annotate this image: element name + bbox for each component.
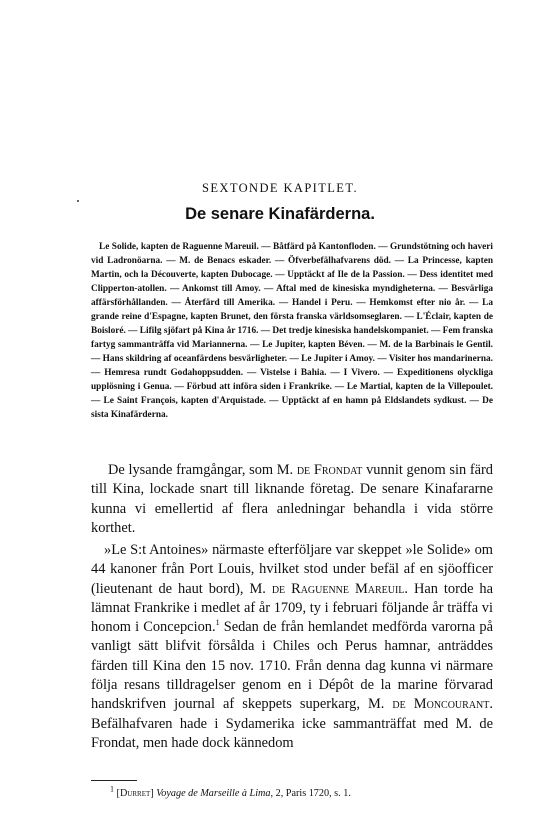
- paragraph-2: [91, 541, 493, 753]
- name-de-raguenne-mareuil: de Raguenne Mareuil: [271, 580, 405, 597]
- footnote-reference: 1: [215, 618, 220, 628]
- paragraph-1: [91, 461, 493, 538]
- chapter-summary: Le Solide, kapten de Raguenne Mareuil. — Båtfärd på Kantonfloden. — Grundstötning och haveri vid Ladronöarna. — M. de Benacs eskader. — Öfverbefälhafvarens död. — La Princesse, kapten Martin, och la Découverte, kapten Dubocage. — Upptäckt af Ile de la Passion. — Dess identitet med Clipperton-atollen. — Ankomst till Amoy. — Aftal med de kinesiska myndigheterna. — Besvärliga affärsförhållanden. — Återfärd till Amerika. — Handel i Peru. — Hemkomst efter nio år. — La grande reine d'Espagne, kapten Brunet, den första franska världsomseglaren. — L'Éclair, kapten de Boisloré. — Lifilg sjöfart på Kina år 1716. — Det tredje kinesiska handelskompaniet. — Fem franska fartyg sammanträffa vid Mariannerna. — Le Jupiter, kapten Béven. — M. de la Barbinais le Gentil. — Hans skildring af oceanfärdens besvärligheter. — Le Jupiter i Amoy. — Visiter hos mandarinerna. — Hemresa rundt Godahoppsudden. — Vistelse i Bahia. — I Vivero. — Expeditionens olyckliga upplösning i Genua. — Förbud att införa siden i Frankrike. — Le Martial, kapten de la Villepoulet. — Le Saint François, kapten d'Arquistade. — Upptäckt af en hamn på Eldslandets sydkust. — De sista Kinafärderna.: [91, 242, 494, 420]
- paragraph-2-text-d: . Befälhafvaren hade i Sydamerika icke sammanträffat med M. de Frondat, men hade dock kännedom: [91, 696, 493, 751]
- paragraph-1-text-a: De lysande framgångar, som M.: [108, 462, 297, 478]
- name-de-frondat: de Frondat: [296, 462, 363, 478]
- name-de-moncourant: de Moncourant: [392, 696, 490, 713]
- paragraph-2-text-c: Sedan de från hemlandet medförda varorna på vanligt sätt blifvit försålda i Chiles och Perus hamnar, anträddes färden till Kina den 15 nov. 1710. Från denna dag kunna vi närmare följa resans tilldragelser genom en i Dépôt de la marine förvarad handskrifven journal af skeppets superkarg, M.: [91, 619, 493, 713]
- footnote-title: Voyage de Marseille à Lima: [156, 788, 271, 799]
- footnote-author: [Durret]: [116, 788, 154, 799]
- footnote-divider: [91, 780, 137, 781]
- print-speck: [77, 200, 79, 202]
- footnote-number: 1: [110, 784, 114, 794]
- chapter-title: De senare Kinafärderna.: [185, 205, 375, 223]
- footnote-rest: , 2, Paris 1720, s. 1.: [270, 788, 351, 799]
- paragraph-1-text-b: vunnit genom sin färd till Kina, lockade snart till liknande företag. De senare Kinafararne kunna vi emellertid af flera anledningar behandla i vida större korthet.: [91, 462, 494, 536]
- chapter-heading: SEXTONDE KAPITLET.: [202, 181, 358, 195]
- footnote: [110, 784, 494, 800]
- paragraph-2-text-b: . Han torde ha lämnat Frankrike i medlet af år 1709, ty i februari följande år träffa vi honom i Concepcion.: [91, 580, 493, 636]
- paragraph-2-text-a: »Le S:t Antoines» närmaste efterföljare var skeppet »le Solide» om 44 kanoner från Port Louis, hvilket stod under befäl af en sjöofficer (lieutenant de haut bord), M.: [91, 542, 493, 597]
